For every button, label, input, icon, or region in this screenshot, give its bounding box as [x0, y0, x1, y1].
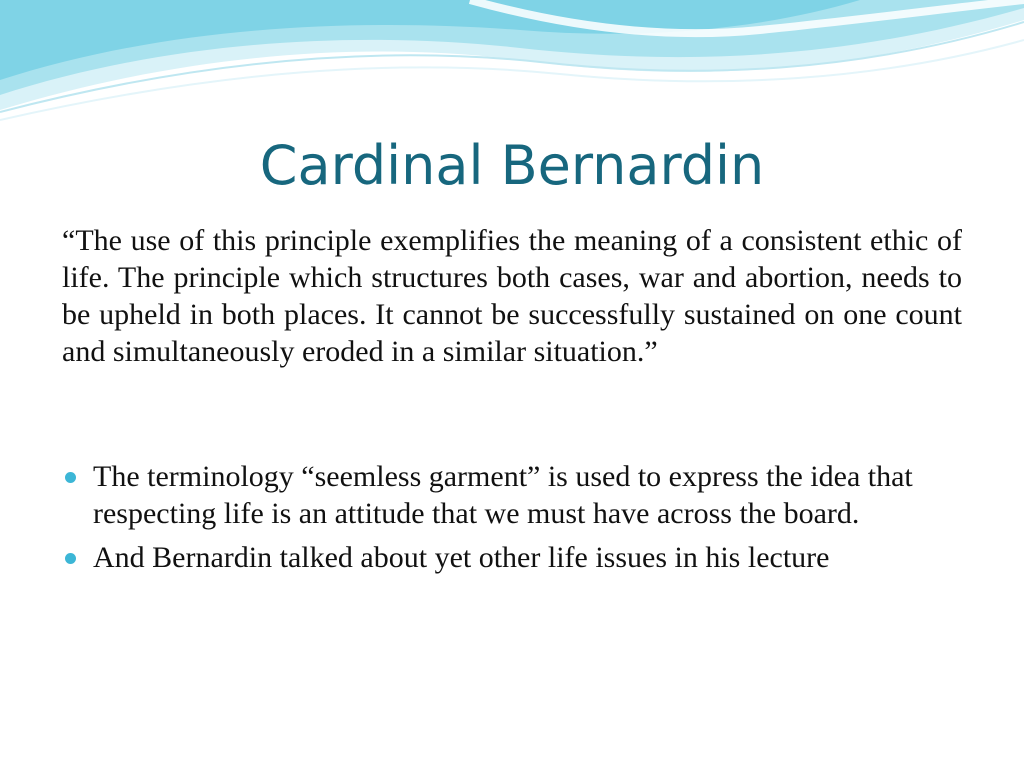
- bullet-item: [62, 539, 962, 576]
- quote-paragraph: “The use of this principle exemplifies the meaning of a consistent ethic of life. The principle which structures both cases, war and abortion, needs to be upheld in both places. It cannot be successfully sustained on one count and simultaneously eroded in a similar situation.”: [62, 224, 962, 368]
- header-wave-decoration: [0, 0, 1024, 130]
- bullet-item: [62, 458, 962, 532]
- bullet-text: The terminology “seemless garment” is used to express the idea that respecting life is an attitude that we must have across the board.: [93, 460, 913, 530]
- bullet-list: [62, 458, 962, 583]
- bullet-dot-icon: [65, 472, 76, 483]
- bullet-text: And Bernardin talked about yet other life issues in his lecture: [93, 541, 830, 574]
- bullet-dot-icon: [65, 553, 76, 564]
- slide-title: Cardinal Bernardin: [259, 134, 765, 197]
